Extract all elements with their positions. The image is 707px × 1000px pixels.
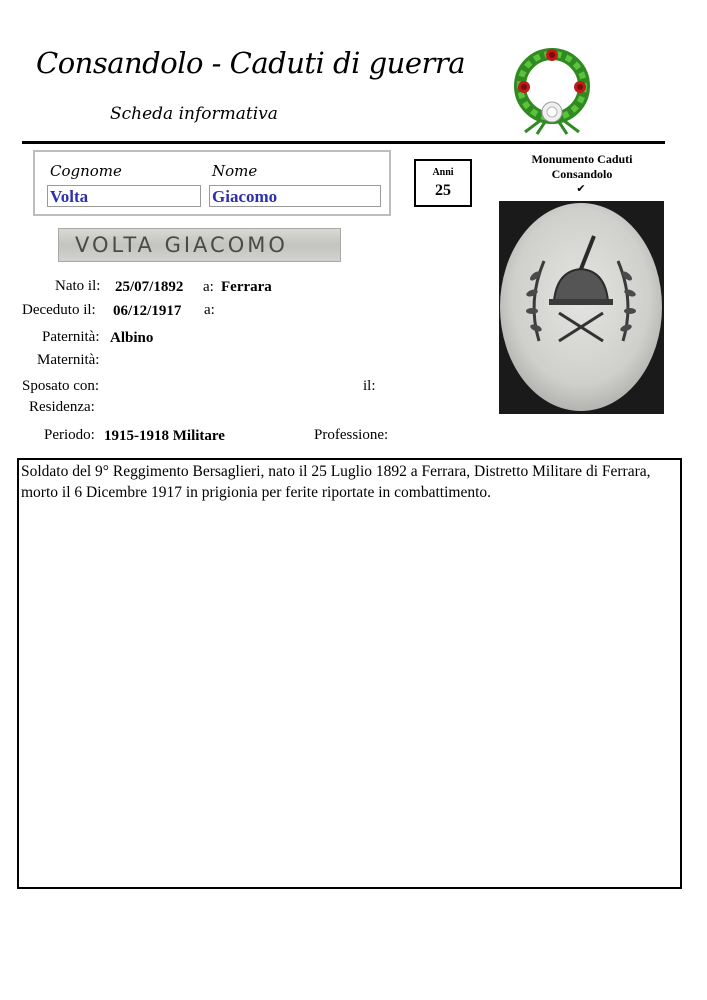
- father-value: Albino: [110, 330, 154, 346]
- laurel-wreath-icon: [505, 42, 599, 136]
- age-label: Anni: [432, 167, 454, 178]
- monument-label: Monumento Caduti Consandolo: [531, 152, 633, 181]
- name-label: Nome: [212, 162, 258, 180]
- description-box: [17, 458, 682, 889]
- mother-label: Maternità:: [37, 352, 100, 368]
- died-place-label: a:: [204, 302, 215, 318]
- header-divider: [22, 141, 665, 144]
- died-label: Deceduto il:: [22, 302, 96, 318]
- profession-label: Professione:: [314, 427, 389, 443]
- memorial-photo: [499, 201, 664, 414]
- age-value: 25: [435, 182, 451, 199]
- surname-label: Cognome: [50, 162, 122, 180]
- residence-label: Residenza:: [29, 399, 95, 415]
- page-subtitle: Scheda informativa: [110, 104, 278, 124]
- plaque-photo: VOLTA GIACOMO: [58, 228, 341, 262]
- age-box: [414, 159, 472, 207]
- name-panel: [33, 150, 391, 216]
- spouse-label: Sposato con:: [22, 378, 100, 394]
- marriage-date-label: il:: [363, 378, 376, 394]
- father-label: Paternità:: [42, 329, 100, 345]
- born-place-label: a:: [203, 279, 214, 295]
- born-label: Nato il:: [55, 278, 101, 294]
- monument-checkbox[interactable]: ✔: [576, 182, 586, 195]
- description-text: Soldato del 9° Reggimento Bersaglieri, nato il 25 Luglio 1892 a Ferrara, Distretto Militare di Ferrara, morto il 6 Dicembre 1917 in prigionia per ferite riportate in combattimento.: [21, 463, 651, 501]
- born-date: 25/07/1892: [115, 279, 184, 295]
- period-value: 1915-1918 Militare: [104, 428, 225, 444]
- page-title: Consandolo - Caduti di guerra: [36, 46, 466, 80]
- period-label: Periodo:: [44, 427, 95, 443]
- name-field[interactable]: Giacomo: [209, 185, 381, 207]
- surname-field[interactable]: Volta: [47, 185, 201, 207]
- born-place: Ferrara: [221, 279, 272, 295]
- died-date: 06/12/1917: [113, 303, 182, 319]
- helmet-medallion-icon: [499, 201, 664, 414]
